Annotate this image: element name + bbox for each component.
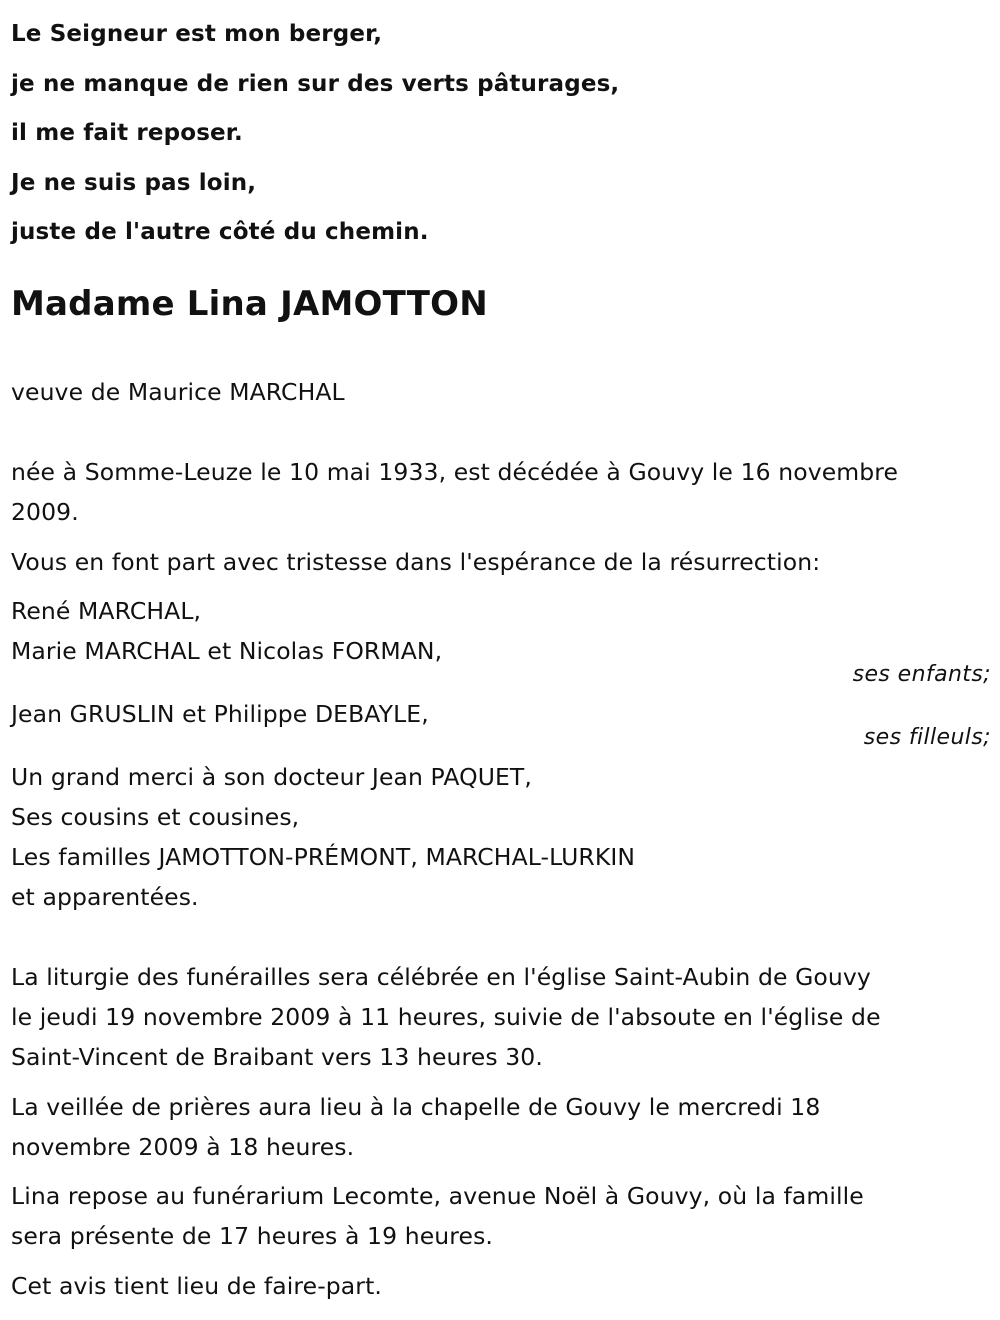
psalm-line: je ne manque de rien sur des verts pâturages,: [11, 70, 620, 97]
psalm-line: juste de l'autre côté du chemin.: [11, 219, 429, 245]
vigil-line: La veillée de prières aura lieu à la chapelle de Gouvy le mercredi 18: [11, 1093, 821, 1121]
child-name: René MARCHAL,: [11, 597, 202, 625]
thanks-line: et apparentées.: [11, 883, 199, 911]
psalm-line: Le Seigneur est mon berger,: [11, 21, 383, 47]
birth-death-line: 2009.: [11, 498, 79, 526]
child-name: Marie MARCHAL et Nicolas FORMAN,: [11, 637, 443, 665]
liturgy-line: La liturgie des funérailles sera célébrée en l'église Saint-Aubin de Gouvy: [11, 963, 871, 991]
godchildren-names: Jean GRUSLIN et Philippe DEBAYLE,: [11, 700, 429, 728]
thanks-line: Ses cousins et cousines,: [11, 803, 300, 831]
birth-death-line: née à Somme-Leuze le 10 mai 1933, est décédée à Gouvy le 16 novembre: [11, 458, 899, 486]
psalm-quote: [11, 10, 619, 258]
liturgy-line: Saint-Vincent de Braibant vers 13 heures 30.: [11, 1043, 543, 1071]
children-role-label: ses enfants;: [852, 662, 991, 687]
rest-line: Lina repose au funérarium Lecomte, avenue Noël à Gouvy, où la famille: [11, 1182, 864, 1210]
thanks-line: Un grand merci à son docteur Jean PAQUET,: [11, 763, 532, 791]
liturgy-line: le jeudi 19 novembre 2009 à 11 heures, suivie de l'absoute en l'église de: [11, 1003, 881, 1031]
rest-line: sera présente de 17 heures à 19 heures.: [11, 1222, 493, 1250]
godchildren-role-label: ses filleuls;: [863, 725, 991, 750]
obituary-notice: [11, 0, 991, 1320]
announcement-line: Vous en font part avec tristesse dans l'espérance de la résurrection:: [11, 548, 821, 576]
deceased-name: Madame Lina JAMOTTON: [11, 284, 488, 324]
vigil-line: novembre 2009 à 18 heures.: [11, 1133, 355, 1161]
psalm-line: il me fait reposer.: [11, 120, 243, 146]
thanks-line: Les familles JAMOTTON-PRÉMONT, MARCHAL-LURKIN: [11, 843, 636, 871]
psalm-line: Je ne suis pas loin,: [11, 169, 257, 196]
closing-line: Cet avis tient lieu de faire-part.: [11, 1272, 382, 1300]
widow-of-line: veuve de Maurice MARCHAL: [11, 378, 345, 406]
